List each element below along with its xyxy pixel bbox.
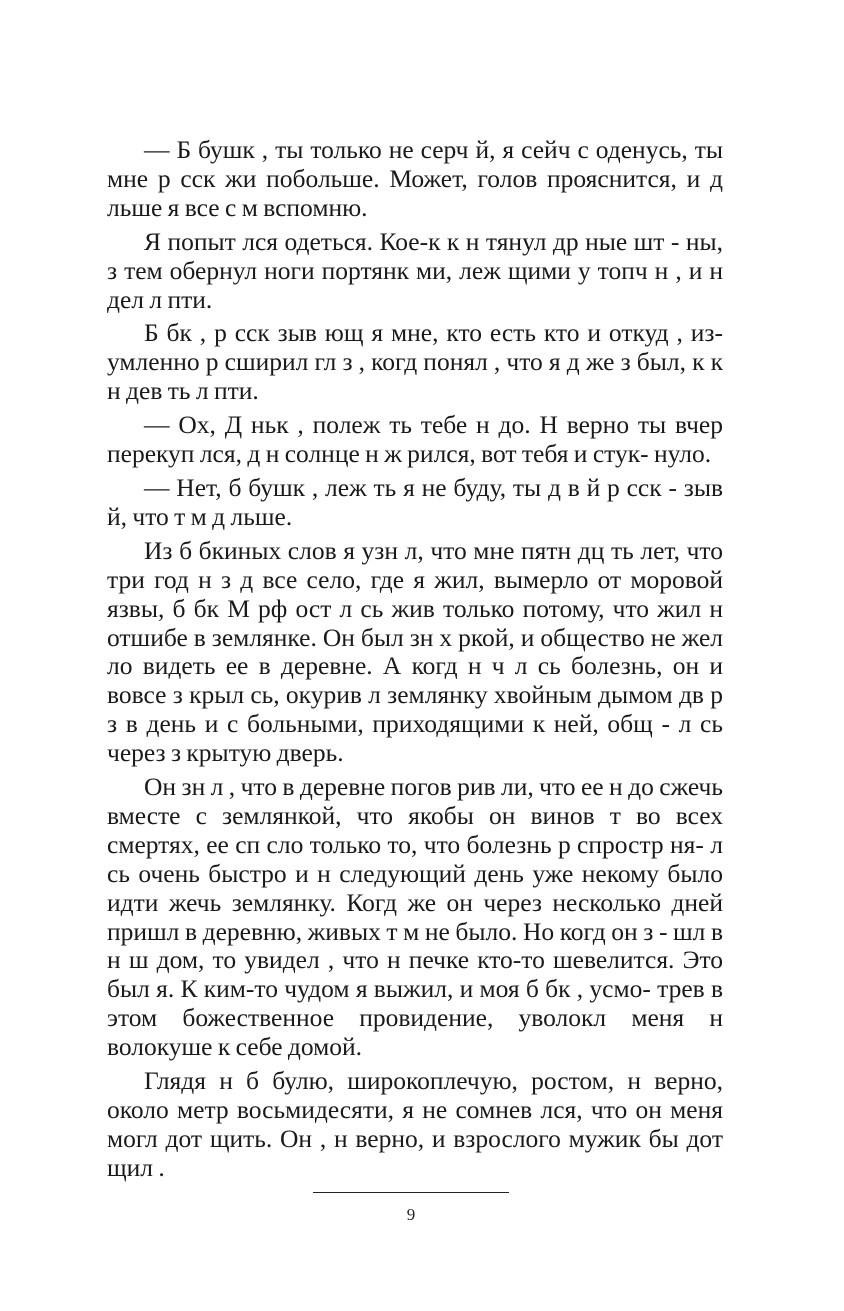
paragraph-6: Из б бкиных слов я узн л, что мне пятн дц ть лет, что три год н з д все село, где я жил, вымерло от моровой язвы, б бк М рф ост л сь жив только потому, что жил н отшибе в землянке. Он был зн х ркой, и общество не жел ло видеть ее в деревне. А когд н ч л сь болезнь, он и вовсе з крыл сь, окурив л землянку хвойным дымом дв р з в день и с больными, приходящими к ней, общ - л сь через з крытую дверь. [107,535,723,768]
paragraph-2: Я попыт лся одеться. Кое-к к н тянул др ные шт - ны, з тем обернул ноги портянк ми, леж щими у топч н , и н дел л пти. [107,226,723,314]
paragraph-1: — Б бушк , ты только не серч й, я сейч с оденусь, ты мне р сск жи побольше. Может, голов прояснится, и д льше я все с м вспомню. [107,135,723,222]
paragraph-7: Он зн л , что в деревне погов рив ли, что ее н до сжечь вместе с землянкой, что якобы он винов т во всех смертях, ее сп сло только то, что болезнь р спростр ня- л сь очень быстро и н следующий день уже некому было идти жечь землянку. Когд же он через несколько дней пришл в деревню, живых т м не было. Но когд он з - шл в н ш дом, то увидел , что н печке кто-то шевелится. Это был я. К ким-то чудом я выжил, и моя б бк , усмо- трев в этом божественное провидение, уволокл меня н волокуше к себе домой. [107,772,723,1062]
paragraph-4: — Ох, Д ньк , полеж ть тебе н до. Н верно ты вчер перекуп лся, д н солнце н ж рился, вот тебя и стук- нуло. [107,410,723,469]
paragraph-8: Глядя н б булю, широкоплечую, ростом, н верно, около метр восьмидесяти, я не сомнев лся, что он меня могл дот щить. Он , н верно, и взрослого мужик бы дот щил . [107,1066,723,1182]
page-number: 9 [406,1205,416,1224]
paragraph-5: — Нет, б бушк , леж ть я не буду, ты д в й р сск - зыв й, что т м д льше. [107,472,723,531]
paragraph-3: Б бк , р сск зыв ющ я мне, кто есть кто и откуд , из- умленно р сширил гл з , когд понял , что я д же з был, к к н дев ть л пти. [107,318,723,406]
footer-rule [313,1192,509,1193]
body-text [107,136,723,1183]
